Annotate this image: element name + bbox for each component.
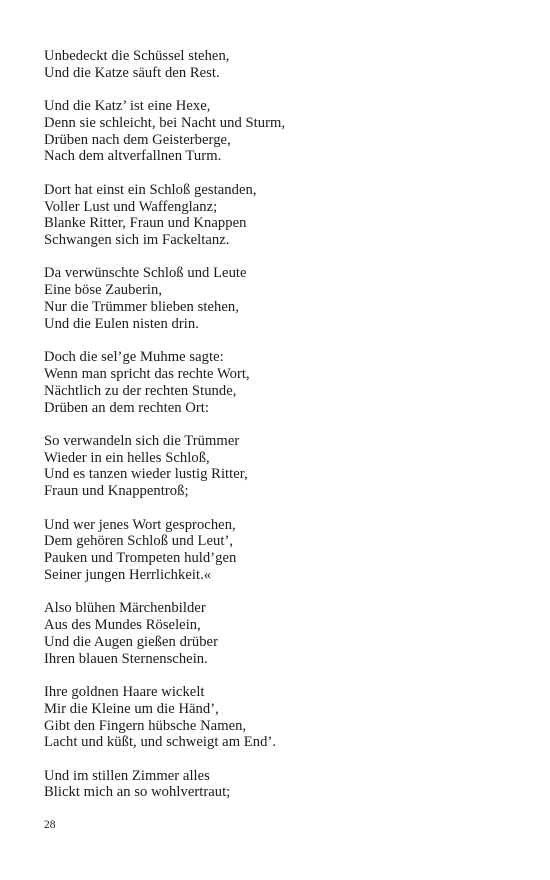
- stanza-10: [44, 768, 514, 802]
- poem-line: Da verwünschte Schloß und Leute: [44, 265, 247, 282]
- stanza-7: [44, 517, 514, 584]
- stanza-3: [44, 182, 514, 249]
- poem-line: Und wer jenes Wort gesprochen,: [44, 516, 236, 533]
- stanza-8: [44, 600, 514, 667]
- poem-line: Und die Augen gießen drüber: [44, 633, 218, 650]
- stanza-9: [44, 684, 514, 751]
- poem-line: So verwandeln sich die Trümmer: [44, 432, 240, 449]
- stanza-5: [44, 349, 514, 416]
- poem-line: Und die Eulen nisten drin.: [44, 315, 199, 332]
- page-number: 28: [44, 819, 56, 831]
- poem-line: Fraun und Knappentroß;: [44, 483, 189, 500]
- poem-line: Und es tanzen wieder lustig Ritter,: [44, 466, 248, 483]
- poem-line: Nur die Trümmer blieben stehen,: [44, 299, 239, 316]
- poem-line: Pauken und Trompeten huld’gen: [44, 550, 237, 567]
- poem-line: Seiner jungen Herrlichkeit.«: [44, 566, 212, 583]
- poem-line: Denn sie schleicht, bei Nacht und Sturm,: [44, 114, 286, 131]
- poem-line: Nächtlich zu der rechten Stunde,: [44, 382, 237, 399]
- poem-body: [44, 48, 514, 818]
- stanza-1: [44, 48, 514, 82]
- poem-line: Mir die Kleine um die Händ’,: [44, 700, 219, 717]
- poem-line: Lacht und küßt, und schweigt am End’.: [44, 734, 277, 751]
- poem-line: Drüben nach dem Geisterberge,: [44, 131, 231, 148]
- poem-line: Dem gehören Schloß und Leut’,: [44, 533, 234, 550]
- poem-line: Blanke Ritter, Fraun und Knappen: [44, 215, 247, 232]
- stanza-2: [44, 98, 514, 165]
- poem-line: Und die Katz’ ist eine Hexe,: [44, 98, 211, 115]
- poem-line: Ihre goldnen Haare wickelt: [44, 683, 205, 700]
- poem-line: Dort hat einst ein Schloß gestanden,: [44, 181, 257, 198]
- poem-line: Wenn man spricht das rechte Wort,: [44, 365, 250, 382]
- poem-line: Gibt den Fingern hübsche Namen,: [44, 717, 247, 734]
- poem-line: Schwangen sich im Fackeltanz.: [44, 232, 230, 249]
- poem-line: Voller Lust und Waffenglanz;: [44, 198, 218, 215]
- poem-line: Und im stillen Zimmer alles: [44, 767, 210, 784]
- stanza-4: [44, 265, 514, 332]
- poem-line: Wieder in ein helles Schloß,: [44, 449, 210, 466]
- poem-line: Also blühen Märchenbilder: [44, 600, 206, 617]
- poem-line: Drüben an dem rechten Ort:: [44, 399, 210, 416]
- poem-line: Doch die sel’ge Muhme sagte:: [44, 349, 224, 366]
- poem-line: Blickt mich an so wohlvertraut;: [44, 784, 231, 801]
- poem-line: Nach dem altverfallnen Turm.: [44, 148, 222, 165]
- poem-line: Unbedeckt die Schüssel stehen,: [44, 48, 230, 64]
- stanza-6: [44, 433, 514, 500]
- poem-line: Ihren blauen Sternenschein.: [44, 650, 208, 667]
- poem-line: Eine böse Zauberin,: [44, 282, 163, 299]
- poem-line: Aus des Mundes Röselein,: [44, 617, 201, 634]
- poem-line: Und die Katze säuft den Rest.: [44, 64, 220, 81]
